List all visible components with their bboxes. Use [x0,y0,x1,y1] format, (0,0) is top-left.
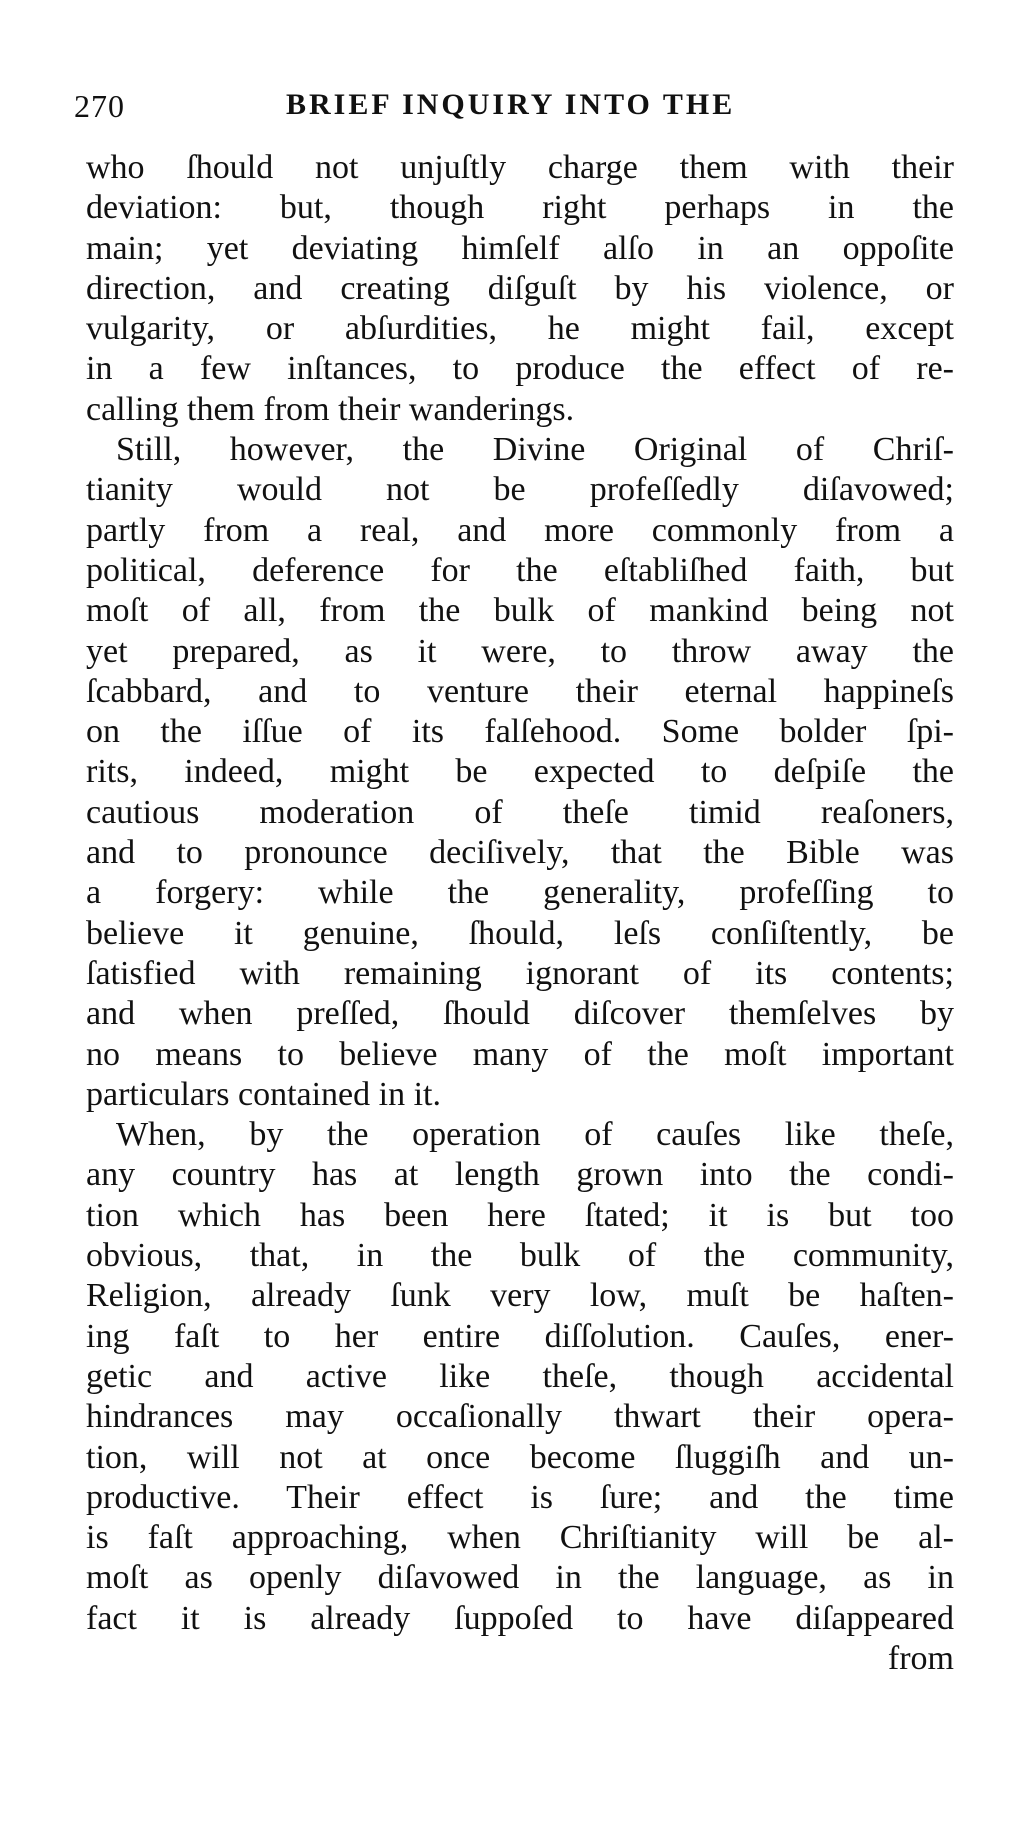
text-line: moſt as openly diſavowed in the language, as in [86,1559,954,1597]
text-line: deviation: but, though right perhaps in the [86,189,954,227]
text-line: Religion, already ſunk very low, muſt be haſten- [86,1277,954,1315]
paragraph [86,148,954,430]
text-line: cautious moderation of theſe timid reaſoners, [86,793,954,831]
text-line: political, deference for the eſtabliſhed faith, but [86,551,954,589]
text-line: particulars contained in it. [86,1075,441,1113]
text-line: rits, indeed, might be expected to deſpiſe the [86,753,954,791]
page-header [74,88,954,128]
page-number: 270 [74,88,125,124]
running-head: BRIEF INQUIRY INTO THE [286,88,736,121]
text-line: main; yet deviating himſelf alſo in an oppoſite [86,229,954,267]
catchword-row [86,1639,954,1679]
text-line: and to pronounce deciſively, that the Bible was [86,834,954,872]
text-line: tianity would not be profeſſedly diſavowed; [86,471,954,509]
catchword: from [887,1639,954,1677]
text-line: obvious, that, in the bulk of the community, [86,1237,954,1275]
text-line: hindrances may occaſionally thwart their opera- [86,1398,954,1436]
text-line: a forgery: while the generality, profeſſing to [86,874,954,912]
text-line: on the iſſue of its falſehood. Some bolder ſpi- [86,713,954,751]
text-line: tion which has been here ſtated; it is but too [86,1196,954,1234]
text-line: vulgarity, or abſurdities, he might fail, except [86,310,954,348]
text-line: fact it is already ſuppoſed to have diſappeared [86,1599,954,1637]
text-line: getic and active like theſe, though accidental [86,1357,954,1395]
text-line: When, by the operation of cauſes like theſe, [116,1116,954,1154]
text-line: any country has at length grown into the condi- [86,1156,954,1194]
text-line: Still, however, the Divine Original of Chriſ- [116,431,954,469]
text-line: ſcabbard, and to venture their eternal happineſs [86,672,954,710]
text-line: moſt of all, from the bulk of mankind being not [86,592,954,630]
text-line: who ſhould not unjuſtly charge them with their [86,149,954,186]
text-line: productive. Their effect is ſure; and the time [86,1478,954,1516]
text-line: ſatisfied with remaining ignorant of its contents; [86,954,954,992]
text-line: direction, and creating diſguſt by his violence, or [86,269,954,307]
body-text [86,148,954,1679]
text-line: tion, will not at once become ſluggiſh and un- [86,1438,954,1476]
paragraph [86,430,954,1115]
text-line: partly from a real, and more commonly from a [86,511,954,549]
text-line: and when preſſed, ſhould diſcover themſelves by [86,995,954,1033]
text-line: yet prepared, as it were, to throw away the [86,632,954,670]
text-line: believe it genuine, ſhould, leſs conſiſtently, be [86,914,954,952]
text-line: calling them from their wanderings. [86,390,575,428]
text-line: is faſt approaching, when Chriſtianity will be al- [86,1519,954,1557]
text-line: in a few inſtances, to produce the effect of re- [86,350,954,388]
text-line: no means to believe many of the moſt important [86,1035,954,1073]
text-line: ing faſt to her entire diſſolution. Cauſes, ener- [86,1317,954,1355]
paragraph [86,1115,954,1639]
